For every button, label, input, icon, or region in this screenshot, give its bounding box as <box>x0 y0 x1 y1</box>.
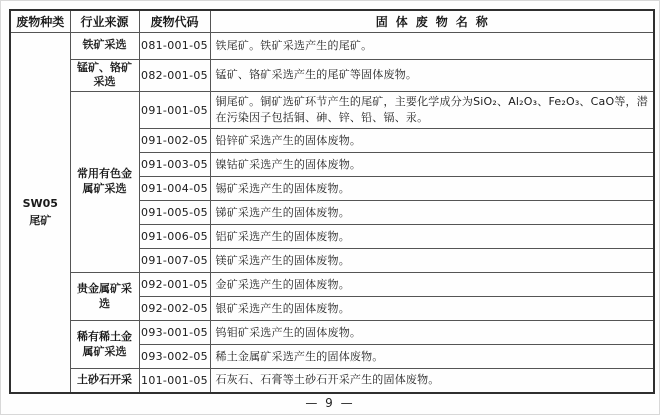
name-cell: 钨钼矿采选产生的固体废物。 <box>210 321 654 345</box>
industry-cell: 贵金属矿采选 <box>70 273 139 321</box>
industry-cell: 锰矿、铬矿采选 <box>70 59 139 92</box>
code-cell: 093-001-05 <box>139 321 210 345</box>
code-cell: 091-005-05 <box>139 201 210 225</box>
name-cell: 银矿采选产生的固体废物。 <box>210 297 654 321</box>
code-cell: 093-002-05 <box>139 345 210 369</box>
name-cell: 铜尾矿。铜矿选矿环节产生的尾矿，主要化学成分为SiO₂、Al₂O₃、Fe₂O₃、CaO等，潜在污染因子包括铜、砷、锌、铅、镉、汞。 <box>210 92 654 129</box>
table-row <box>10 32 654 59</box>
header-solid-waste-name: 固体废物名称 <box>210 10 654 32</box>
name-cell: 铁尾矿。铁矿采选产生的尾矿。 <box>210 32 654 59</box>
code-cell: 101-001-05 <box>139 369 210 393</box>
header-waste-category: 废物种类 <box>10 10 70 32</box>
code-cell: 092-001-05 <box>139 273 210 297</box>
industry-cell: 常用有色金属矿采选 <box>70 92 139 273</box>
category-name: 尾矿 <box>29 214 52 228</box>
table-row <box>10 92 654 129</box>
name-cell: 镁矿采选产生的固体废物。 <box>210 249 654 273</box>
name-cell: 金矿采选产生的固体废物。 <box>210 273 654 297</box>
code-cell: 091-007-05 <box>139 249 210 273</box>
solid-waste-classification-table <box>9 9 655 394</box>
code-cell: 091-001-05 <box>139 92 210 129</box>
table-row <box>10 369 654 393</box>
category-cell <box>10 32 70 393</box>
category-code: SW05 <box>22 196 58 210</box>
code-cell: 091-003-05 <box>139 153 210 177</box>
code-cell: 091-002-05 <box>139 129 210 153</box>
industry-cell: 稀有稀土金属矿采选 <box>70 321 139 369</box>
table-row <box>10 273 654 297</box>
industry-cell: 铁矿采选 <box>70 32 139 59</box>
name-cell: 铅锌矿采选产生的固体废物。 <box>210 129 654 153</box>
code-cell: 091-006-05 <box>139 225 210 249</box>
header-industry-source: 行业来源 <box>70 10 139 32</box>
code-cell: 092-002-05 <box>139 297 210 321</box>
code-cell: 091-004-05 <box>139 177 210 201</box>
name-cell: 锰矿、铬矿采选产生的尾矿等固体废物。 <box>210 59 654 92</box>
table-header-row <box>10 10 654 32</box>
header-waste-code: 废物代码 <box>139 10 210 32</box>
code-cell: 082-001-05 <box>139 59 210 92</box>
table-row <box>10 321 654 345</box>
name-cell: 石灰石、石膏等土砂石开采产生的固体废物。 <box>210 369 654 393</box>
name-cell: 镍钴矿采选产生的固体废物。 <box>210 153 654 177</box>
code-cell: 081-001-05 <box>139 32 210 59</box>
industry-cell: 土砂石开采 <box>70 369 139 393</box>
name-cell: 锡矿采选产生的固体废物。 <box>210 177 654 201</box>
table-row <box>10 59 654 92</box>
name-cell: 锑矿采选产生的固体废物。 <box>210 201 654 225</box>
page-number: — 9 — <box>305 396 355 410</box>
name-cell: 铝矿采选产生的固体废物。 <box>210 225 654 249</box>
name-cell: 稀土金属矿采选产生的固体废物。 <box>210 345 654 369</box>
